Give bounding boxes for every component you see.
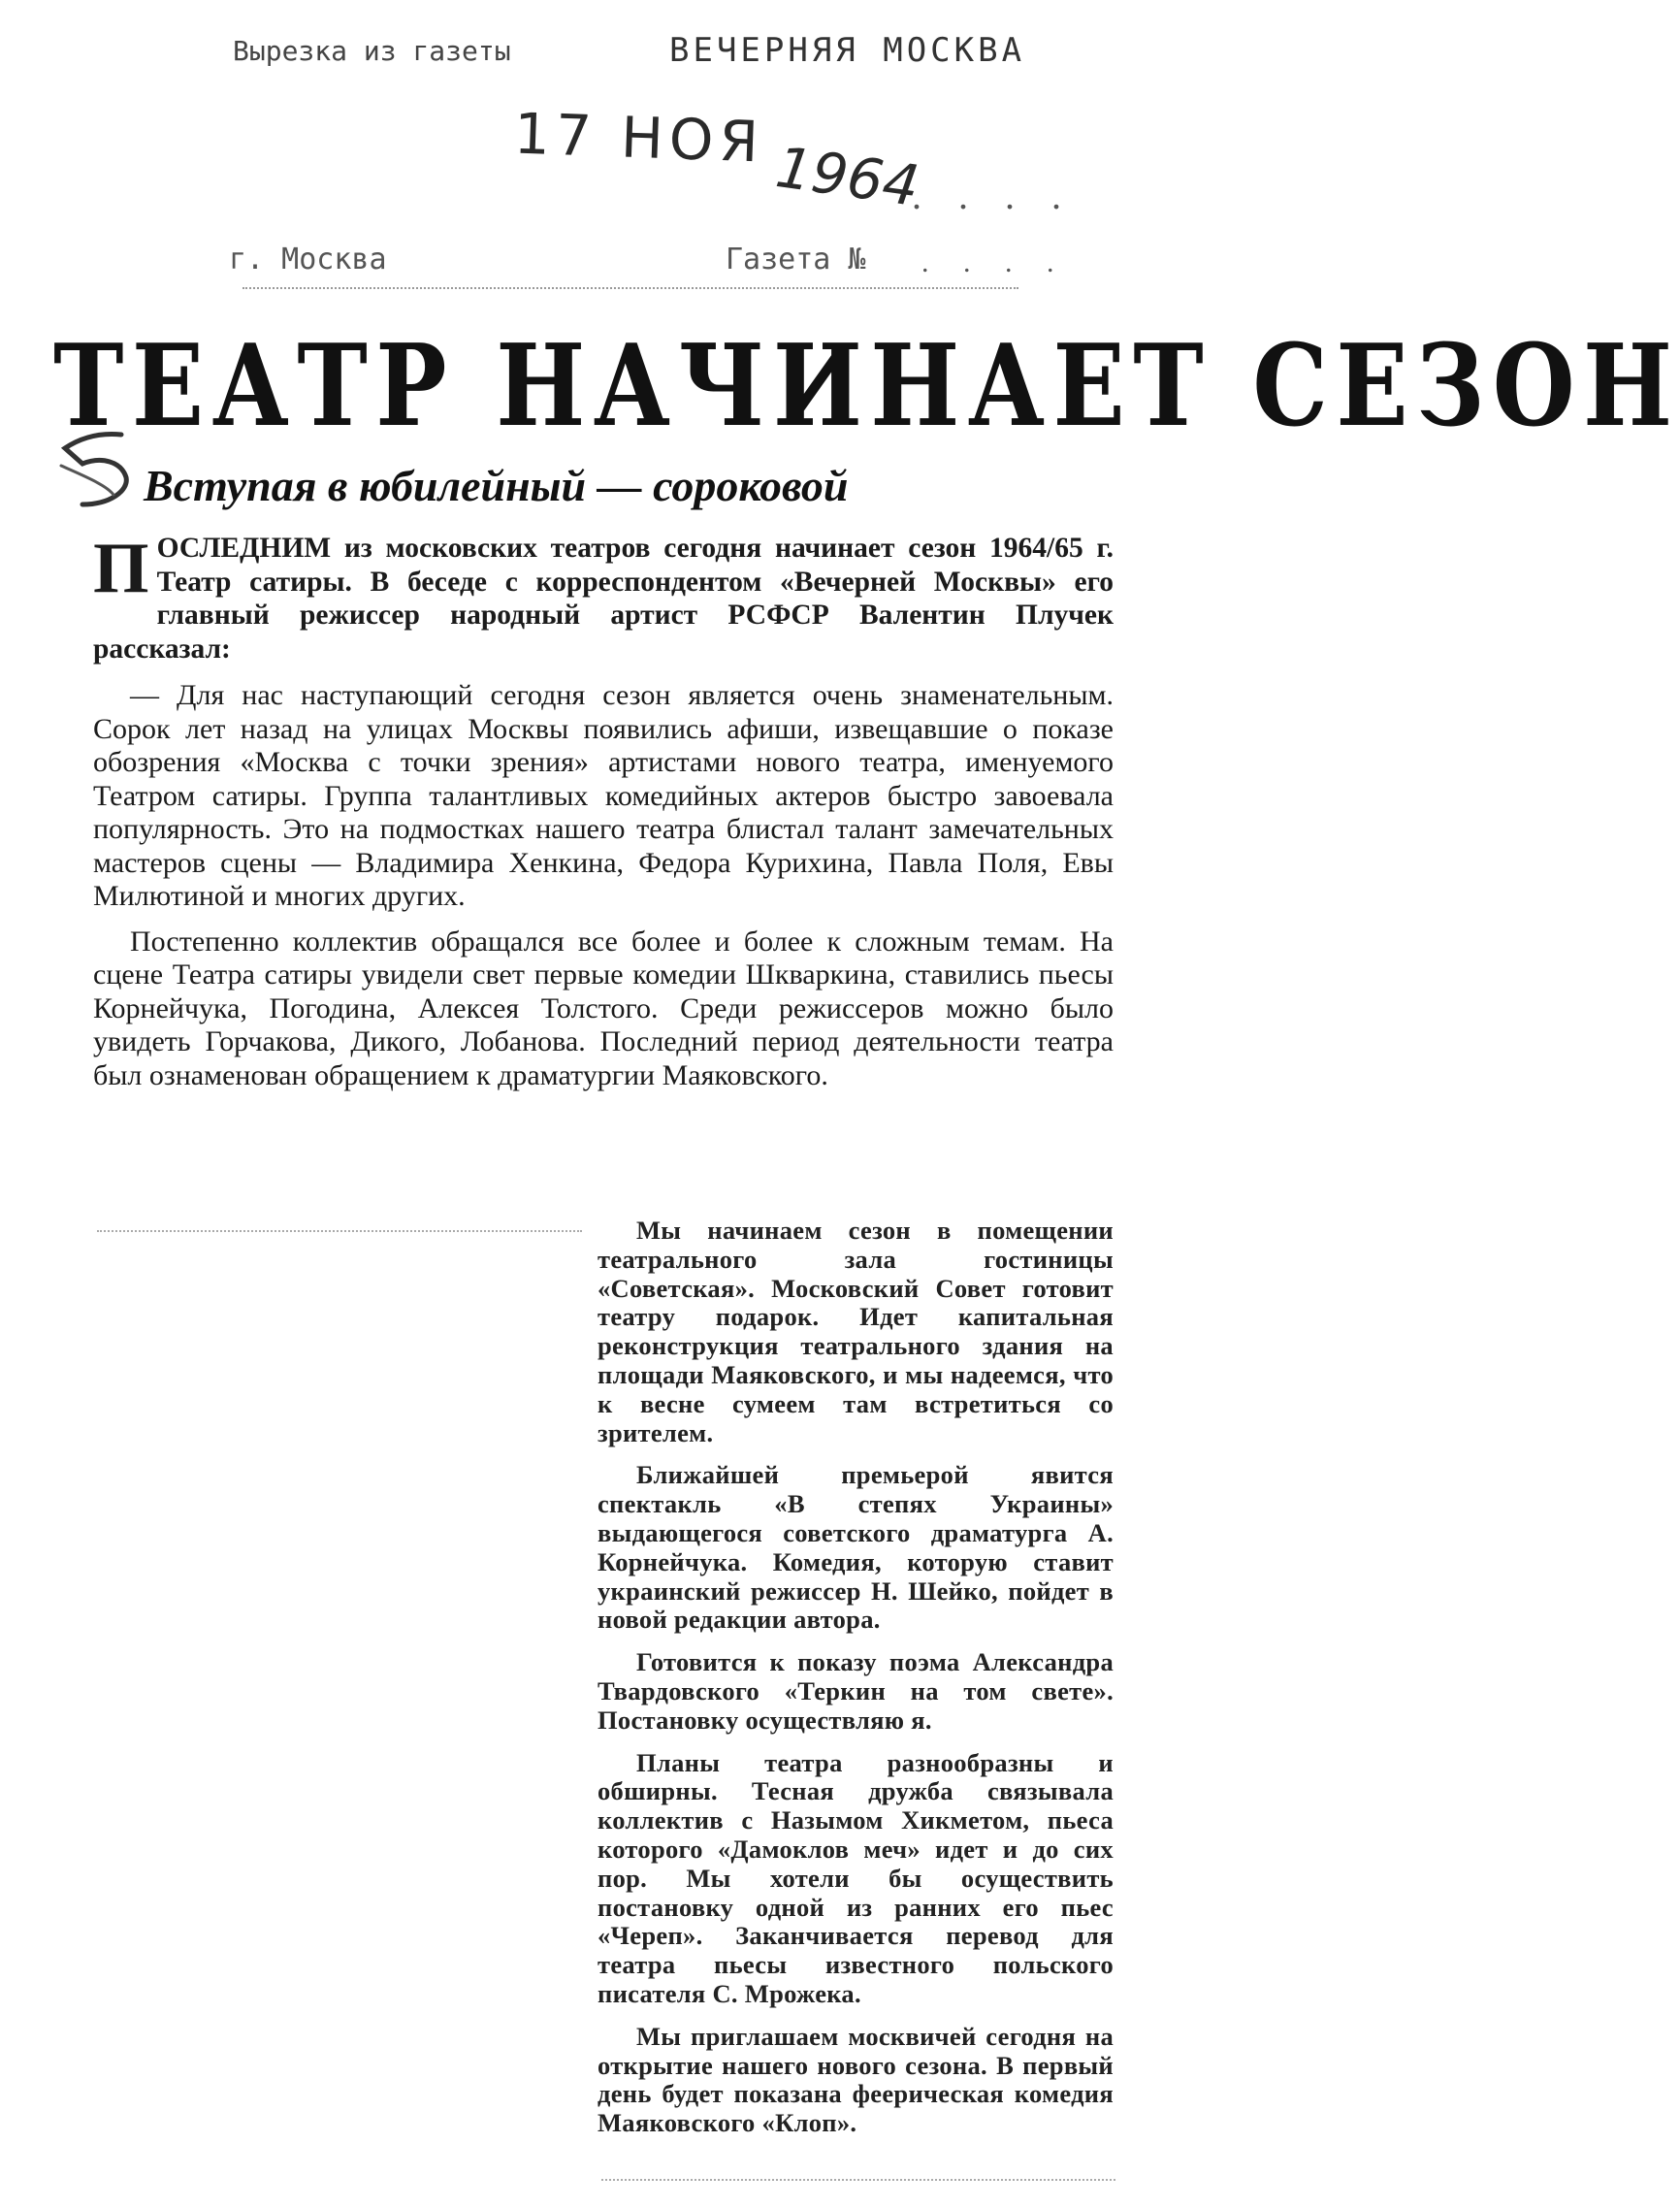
date-stamp-year: 1964 bbox=[771, 134, 923, 219]
drop-cap: П bbox=[93, 529, 149, 608]
article-paragraph: Планы театра разнообразны и обширны. Тесная дружба связывала коллектив с Назымом Хикметом, пьеса которого «Дамоклов меч» идет и до сих пор. Мы хотели бы осуществить постановку одной из ранних его пьес «Череп». Заканчивается перевод для театра пьесы известного польского писателя С. Мрожека. bbox=[598, 1747, 1114, 2008]
dotted-fill: . . . . bbox=[921, 246, 1068, 278]
issue-number-label: Газета № bbox=[726, 243, 866, 276]
header-divider bbox=[242, 287, 1018, 289]
article-paragraph: Ближайшей премьерой явится спектакль «В степях Украины» выдающегося советского драматурга А. Корнейчука. Комедия, которую ставит украинский режиссер Н. Шейко, пойдет в новой редакции автора. bbox=[598, 1460, 1114, 1635]
city-label: г. Москва bbox=[229, 243, 387, 276]
article-body-column bbox=[598, 1217, 1114, 2152]
pencil-mark-icon bbox=[53, 427, 145, 519]
article-lead bbox=[93, 529, 1114, 666]
dotted-fill: . . . . bbox=[912, 174, 1075, 217]
clipping-source-label: Вырезка из газеты bbox=[233, 35, 511, 67]
article-paragraph: — Для нас наступающий сегодня сезон является очень знаменательным. Сорок лет назад на улицах Москвы появились афиши, извещавшие о показе обозрения «Москва с точки зрения» артистами нового театра, именуемого Театром сатиры. Группа талантливых комедийных актеров быстро завоевала популярность. Это на подмостках нашего театра блистал талант замечательных мастеров сцены — Владимира Хенкина, Федора Курихина, Павла Поля, Евы Милютиной и многих других. bbox=[93, 679, 1114, 912]
article-paragraph: Постепенно коллектив обращался все более и более к сложным темам. На сцене Театра сатиры увидели свет первые комедии Шкваркина, ставились пьесы Корнейчука, Погодина, Алексея Толстого. Среди режиссеров можно было увидеть Горчакова, Дикого, Лобанова. Последний период деятельности театра был ознаменован обращением к драматургии Маяковского. bbox=[93, 925, 1114, 1091]
article-subheadline: Вступая в юбилейный — сороковой bbox=[144, 461, 849, 510]
article-body-wide bbox=[93, 679, 1114, 1104]
article-paragraph: Мы начинаем сезон в помещении театрального зала гостиницы «Советская». Московский Совет готовит театру подарок. Идет капитальная реконструкция театрального здания на площади Маяковского, и мы надеемся, что к весне сумеем там встретиться со зрителем. bbox=[598, 1216, 1114, 1447]
lead-text: ОСЛЕДНИМ из московских театров сегодня начинает сезон 1964/65 г. Театр сатиры. В беседе с корреспондентом «Вечерней Москвы» его главный режиссер народный артист РСФСР Валентин Плучек рассказал: bbox=[93, 533, 1114, 665]
article-paragraph: Мы приглашаем москвичей сегодня на открытие нашего нового сезона. В первый день будет показана феерическая комедия Маяковского «Клоп». bbox=[598, 2021, 1114, 2138]
article-paragraph: Готовится к показу поэма Александра Твардовского «Теркин на том свете». Постановку осуществляю я. bbox=[598, 1647, 1114, 1735]
column-divider bbox=[97, 1230, 582, 1232]
date-stamp: 17 НОЯ bbox=[512, 100, 765, 176]
bottom-divider bbox=[601, 2179, 1115, 2181]
newspaper-name: ВЕЧЕРНЯЯ МОСКВА bbox=[669, 31, 1026, 70]
article-headline: ТЕАТР НАЧИНАЕТ СЕЗОН bbox=[53, 320, 1680, 452]
